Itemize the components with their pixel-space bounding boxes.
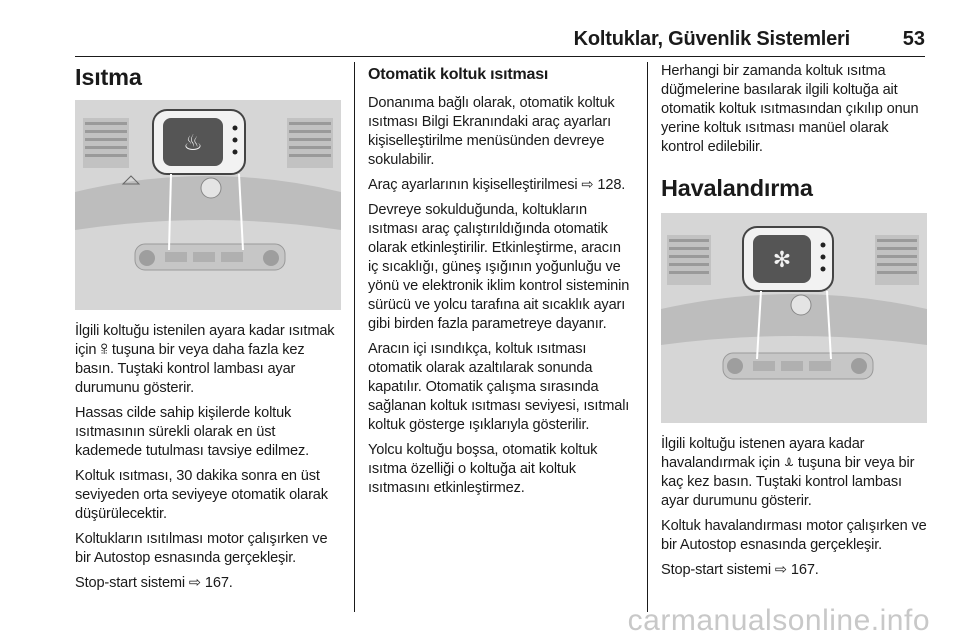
- column-divider-2: [647, 62, 648, 612]
- page-header: [75, 0, 925, 52]
- seat-ventilation-illustration: [661, 213, 927, 423]
- paragraph: İlgili koltuğu istenilen ayara kadar ısıtmak için ꕉ tuşuna bir veya daha fazla kez basın. Tuştaki kontrol lambası ayar durumunu gösterir.: [75, 323, 335, 396]
- column-automatic-seat-heating: [368, 62, 634, 504]
- column-divider-1: [354, 62, 355, 612]
- paragraph: Donanıma bağlı olarak, otomatik koltuk ısıtması Bilgi Ekranındaki araç ayarları kişiselleştirilme menüsünden devreye sokulabilir.: [368, 95, 615, 168]
- section-heading-heating: Isıtma: [75, 64, 142, 90]
- paragraph: Herhangi bir zamanda koltuk ısıtma düğmelerine basılarak ilgili koltuğa ait otomatik koltuk ısıtmasından çıkılıp onun yerine koltuk ısıtması manüel olarak kontrol edilebilir.: [661, 63, 919, 155]
- paragraph: Koltuk havalandırması motor çalışırken ve bir Autostop esnasında gerçekleşir.: [661, 518, 927, 553]
- paragraph: Koltukların ısıtılması motor çalışırken ve bir Autostop esnasında gerçekleşir.: [75, 531, 328, 566]
- header-divider: [75, 56, 925, 57]
- svg-text:♨: ♨: [183, 131, 203, 156]
- paragraph: İlgili koltuğu istenen ayara kadar havalandırmak için ꕊ tuşuna bir veya bir kaç kez basın. Tuştaki kontrol lambası ayar durumunu gösterir.: [661, 436, 915, 509]
- column-heating: [75, 62, 341, 599]
- section-heading-auto-heating: Otomatik koltuk ısıtması: [368, 66, 549, 83]
- cross-reference: Araç ayarlarının kişiselleştirilmesi ⇨ 128.: [368, 177, 626, 193]
- paragraph: Aracın içi ısındıkça, koltuk ısıtması otomatik olarak azaltılarak sonunda kapatılır. Otomatik çalışma sırasında sağlanan koltuk ısıtması seviyesi, ısıtmalı koltuk gösterge ışıklarıyla gösterilir.: [368, 341, 630, 433]
- cross-reference: Stop-start sistemi ⇨ 167.: [75, 575, 233, 591]
- section-heading-ventilation: Havalandırma: [661, 175, 813, 201]
- paragraph: Yolcu koltuğu boşsa, otomatik koltuk ısıtma özelliği o koltuğa ait koltuk ısıtmasını etkinleştirmez.: [368, 442, 598, 496]
- page-title: Koltuklar, Güvenlik Sistemleri: [573, 28, 850, 50]
- column-ventilation: [661, 62, 927, 586]
- paragraph: Koltuk ısıtması, 30 dakika sonra en üst seviyeden orta seviyeye otomatik olarak düşürülecektir.: [75, 468, 328, 522]
- cross-reference: Stop-start sistemi ⇨ 167.: [661, 562, 819, 578]
- paragraph: Hassas cilde sahip kişilerde koltuk ısıtmasının sürekli olarak en üst kademede tutulması tavsiye edilmez.: [75, 405, 310, 459]
- paragraph: Devreye sokulduğunda, koltukların ısıtması araç çalıştırıldığında otomatik olarak etkinleştirilir. Etkinleştirme, aracın iç sıcaklığı, güneş ışığının yoğunluğu ve yönü ve elektronik iklim kontrol sisteminin sürücü ve yolcu tarafına ait sıcaklık ayarı gibi birden fazla parametreye dayanır.: [368, 202, 630, 332]
- svg-text:✻: ✻: [772, 248, 792, 273]
- watermark: carmanualsonline.info: [627, 604, 930, 637]
- seat-heating-illustration: [75, 100, 341, 310]
- page-number: 53: [902, 28, 925, 50]
